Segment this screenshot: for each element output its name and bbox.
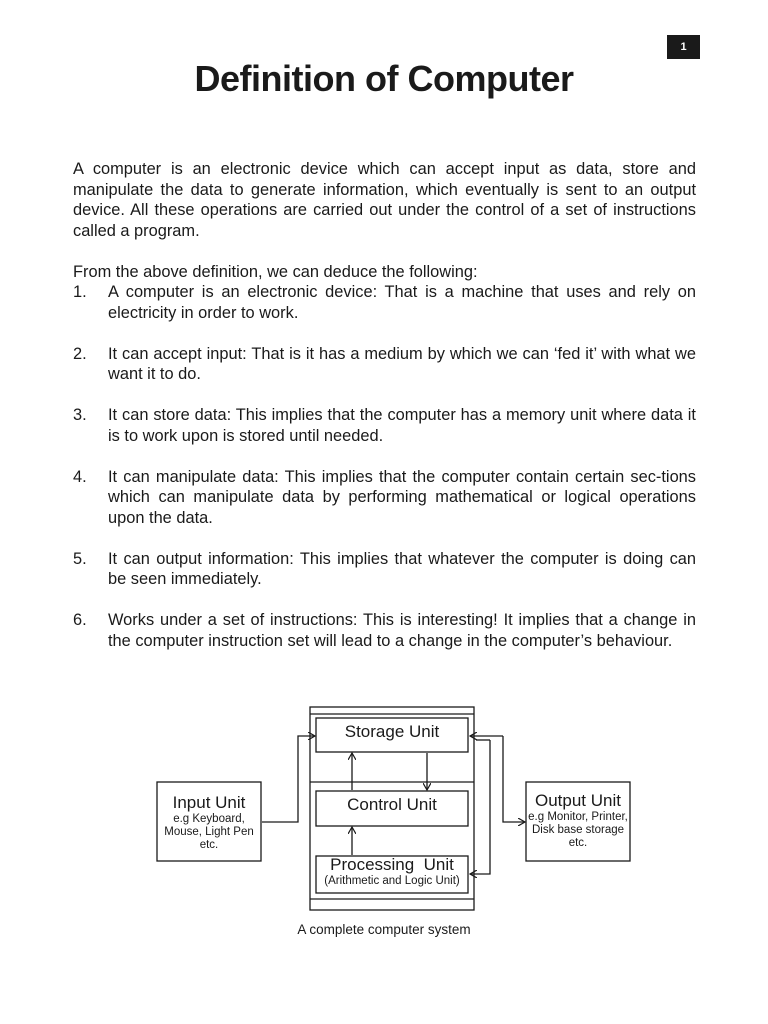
list-item-text: Works under a set of instructions: This is interesting! It implies that a change in the computer instruction set will lead to a change in the computer’s behaviour. bbox=[108, 611, 696, 650]
list-item-number: 5. bbox=[73, 549, 87, 568]
intro-paragraph: A computer is an electronic device which can accept input as data, store and manipulate the data to generate information, which eventually is sent to an output device. All these operations are carried out under the control of a set of instructions called a program. bbox=[73, 160, 696, 240]
diagram-caption: A complete computer system bbox=[297, 922, 471, 937]
output-unit-detail: e.g Monitor, Printer, Disk base storage etc. bbox=[528, 811, 628, 849]
list-item bbox=[73, 549, 696, 590]
input-to-storage-arrow bbox=[262, 736, 315, 822]
list-item-number: 6. bbox=[73, 611, 87, 629]
output-unit-label bbox=[526, 791, 630, 850]
list-item bbox=[73, 610, 696, 651]
storage-unit-label bbox=[316, 722, 468, 742]
processing-unit-title: Processing Unit bbox=[330, 855, 454, 874]
output-unit-title: Output Unit bbox=[535, 791, 621, 810]
list-item bbox=[73, 467, 696, 529]
list-item-number: 2. bbox=[73, 344, 87, 363]
input-unit-label bbox=[162, 793, 256, 852]
storage-unit-title: Storage Unit bbox=[344, 722, 440, 741]
list-item-text: It can manipulate data: This implies that the computer contain certain sec-tions which can manipulate data by performing mathematical or logical operations upon the data. bbox=[108, 467, 696, 527]
to-processing-arrow bbox=[470, 740, 490, 874]
input-unit-detail: e.g Keyboard, Mouse, Light Pen etc. bbox=[164, 813, 254, 851]
input-unit-title: Input Unit bbox=[172, 793, 246, 812]
list-item bbox=[73, 344, 696, 385]
control-unit-title: Control Unit bbox=[347, 795, 437, 814]
control-unit-label bbox=[316, 795, 468, 815]
processing-unit-detail: (Arithmetic and Logic Unit) bbox=[324, 875, 460, 887]
lead-paragraph: From the above definition, we can deduce the following: bbox=[73, 263, 478, 281]
storage-to-output-arrow bbox=[503, 736, 525, 822]
list-item bbox=[73, 405, 696, 446]
page-number: 1 bbox=[667, 35, 700, 59]
list-item-text: It can output information: This implies that whatever the computer is doing can be seen immediately. bbox=[108, 549, 696, 588]
processing-unit-label bbox=[316, 855, 468, 888]
list-item-number: 3. bbox=[73, 406, 87, 424]
list-item-text: A computer is an electronic device: That is a machine that uses and rely on electricity in order to work. bbox=[108, 283, 696, 322]
list-item-number: 4. bbox=[73, 467, 87, 486]
definition-points-list bbox=[73, 282, 696, 672]
computer-system-diagram bbox=[0, 700, 768, 950]
list-item-text: It can store data: This implies that the computer has a memory unit where data it is to work upon is stored until needed. bbox=[108, 406, 696, 445]
list-item-text: It can accept input: That is it has a medium by which we can ‘fed it’ with what we want it to do. bbox=[108, 344, 696, 383]
page-title: Definition of Computer bbox=[194, 58, 574, 99]
list-item-number: 1. bbox=[73, 283, 87, 301]
list-item bbox=[73, 282, 696, 323]
